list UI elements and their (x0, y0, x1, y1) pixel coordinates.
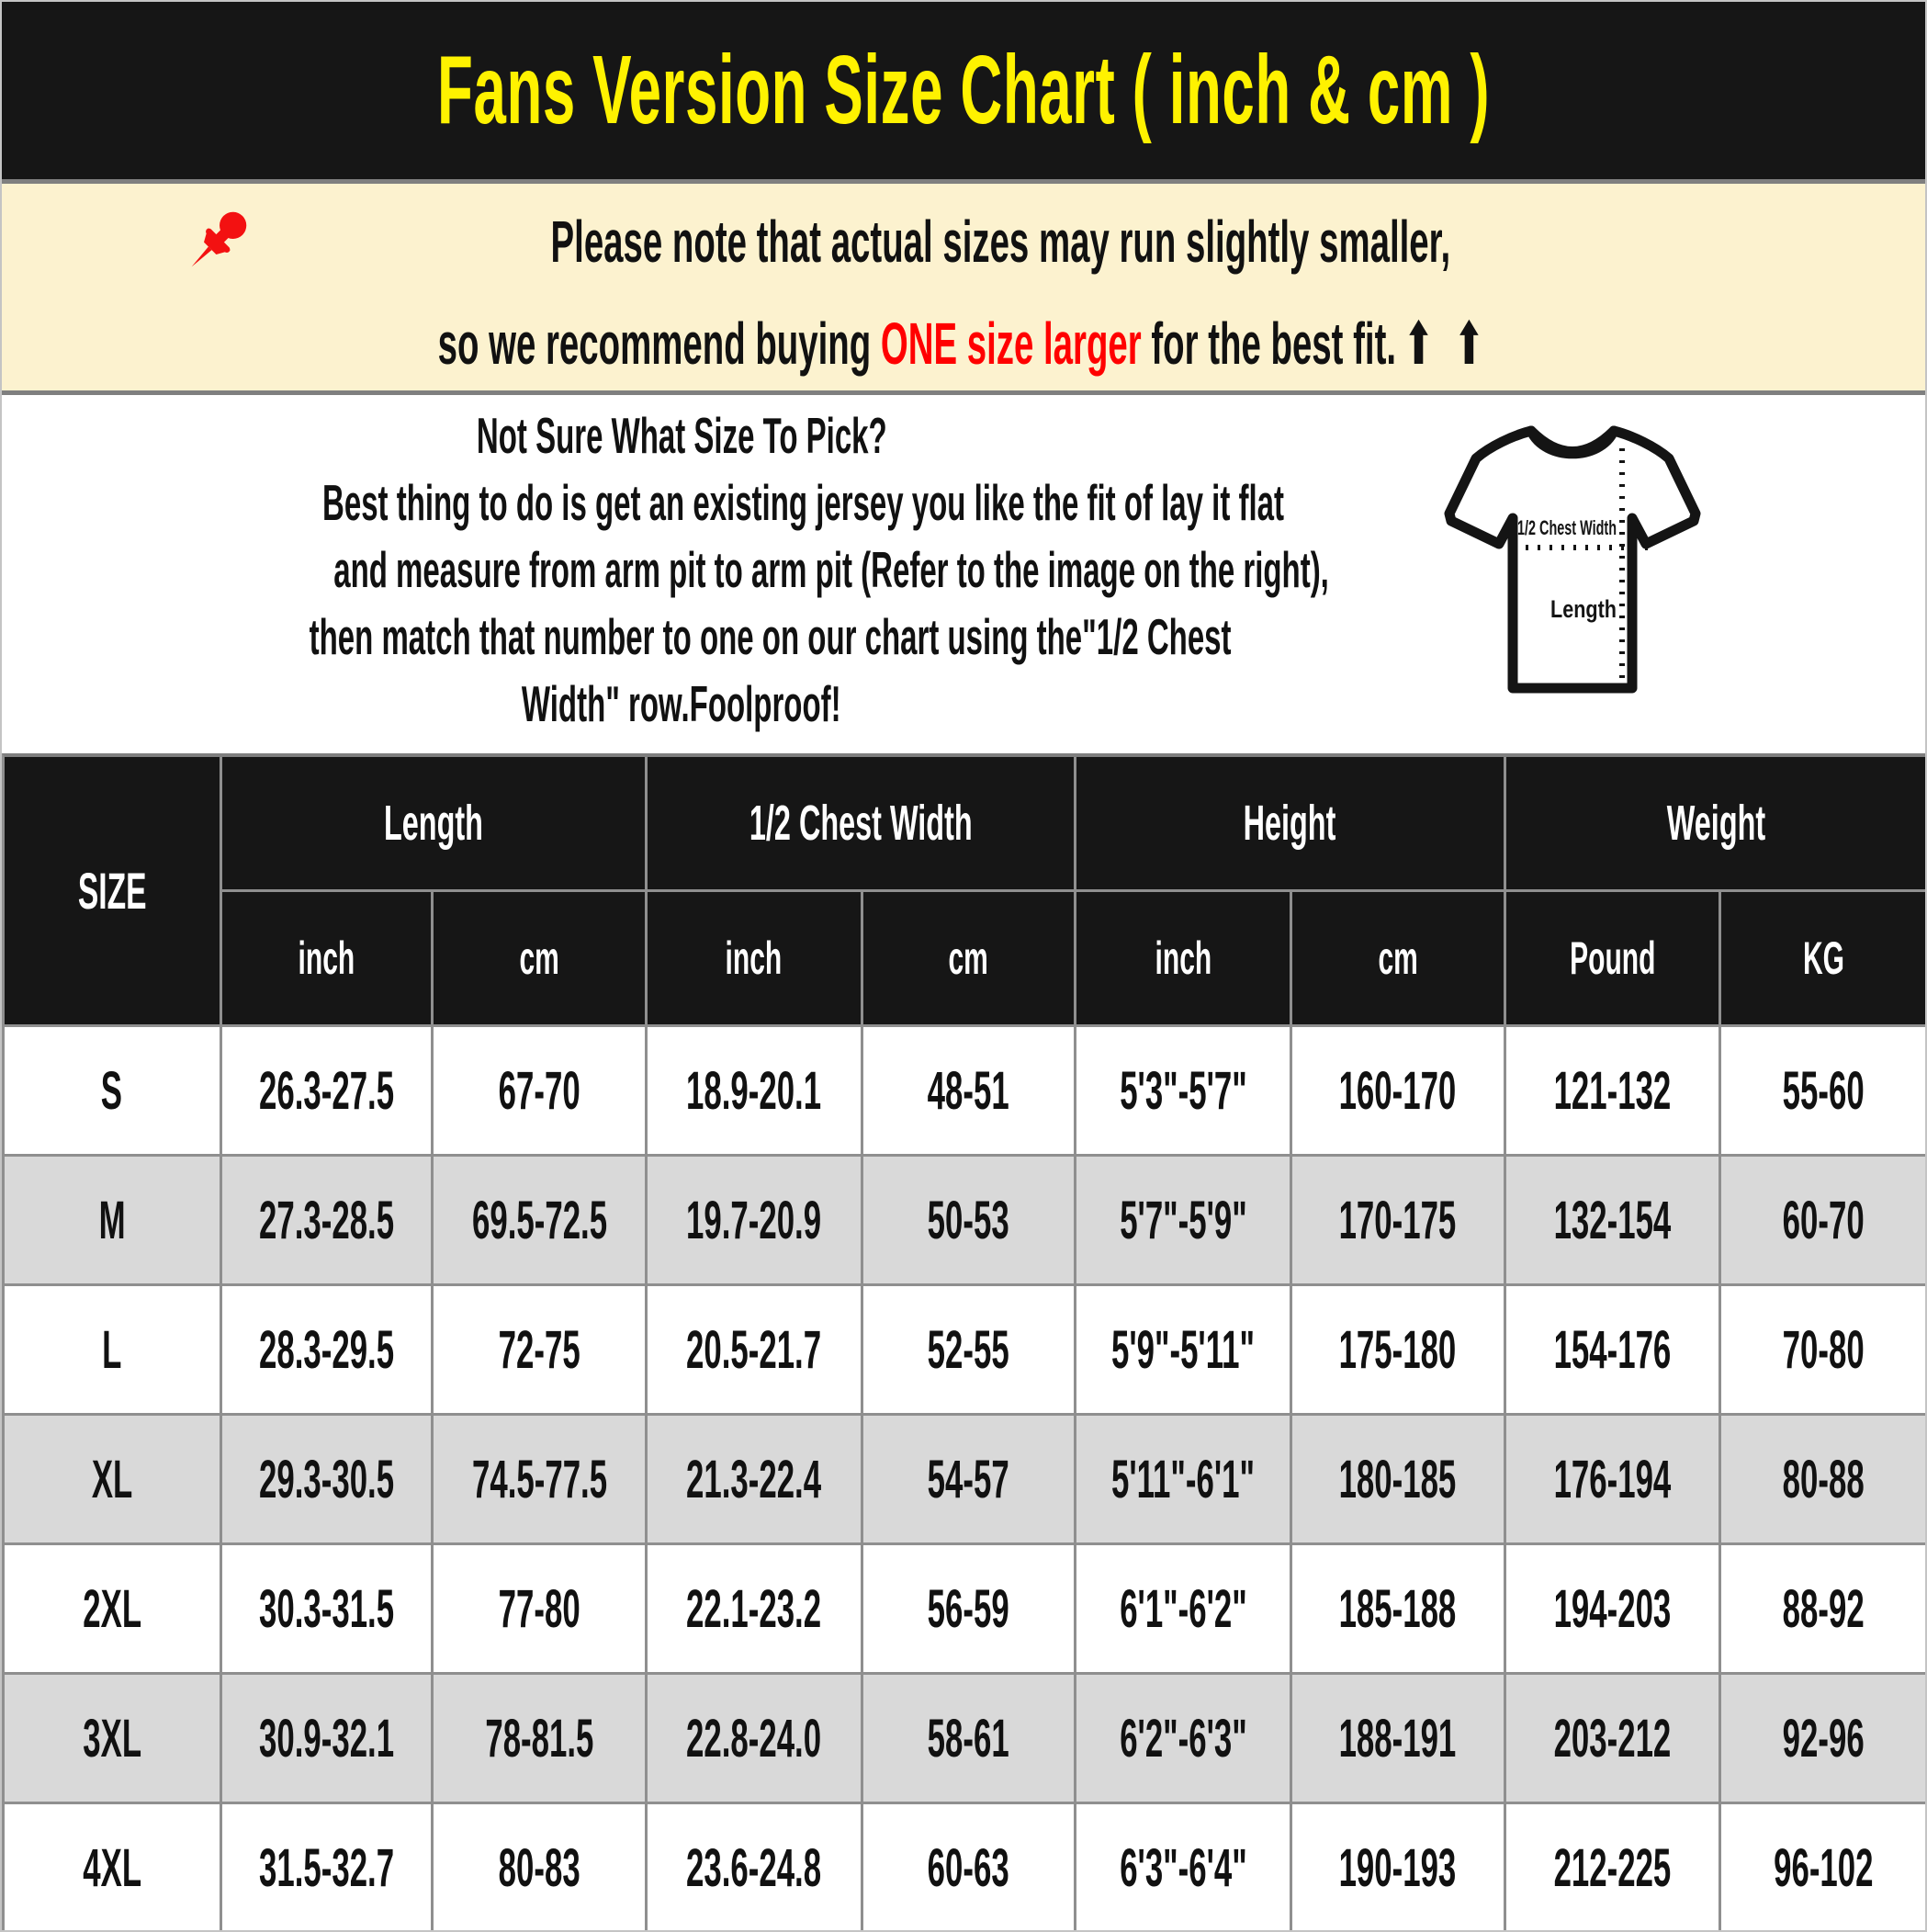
size-value-cell: 67-70 (434, 1027, 645, 1154)
guide-line: Best thing to do is get an existing jersey you like the fit of lay it flat (322, 474, 1285, 531)
size-value-cell: 31.5-32.7 (222, 1804, 432, 1931)
notice-line-1 (177, 202, 1751, 281)
size-value-cell: 92-96 (1721, 1675, 1926, 1802)
size-row-label: 4XL (5, 1804, 220, 1931)
group-header-length: Length (222, 757, 645, 889)
size-value-cell: 28.3-29.5 (222, 1286, 432, 1413)
sizing-guide-text (2, 402, 1361, 738)
size-value-cell: 50-53 (863, 1157, 1075, 1283)
subheader-weight-pound: Pound (1506, 892, 1719, 1024)
size-value-cell: 96-102 (1721, 1804, 1926, 1931)
size-table (2, 753, 1927, 1932)
size-value-cell: 80-88 (1721, 1416, 1926, 1542)
page-title: Fans Version Size Chart ( inch & cm ) (436, 36, 1491, 144)
size-value-cell: 30.9-32.1 (222, 1675, 432, 1802)
notice-line1-text: Please note that actual sizes may run slightly smaller, (550, 208, 1450, 275)
size-value-cell: 5'3"-5'7" (1076, 1027, 1290, 1154)
length-label: Length (1550, 595, 1617, 623)
size-value-cell: 48-51 (863, 1027, 1075, 1154)
size-value-cell: 60-70 (1721, 1157, 1926, 1283)
size-value-cell: 23.6-24.8 (648, 1804, 861, 1931)
pushpin-icon (177, 202, 256, 281)
size-value-cell: 212-225 (1506, 1804, 1719, 1931)
size-value-cell: 21.3-22.4 (648, 1416, 861, 1542)
size-row-label: XL (5, 1416, 220, 1542)
tshirt-outline (1449, 431, 1696, 688)
group-header-chest-width: 1/2 Chest Width (648, 757, 1074, 889)
notice-line2-prefix: so we recommend buying (437, 310, 881, 377)
size-value-cell: 160-170 (1292, 1027, 1504, 1154)
size-value-cell: 29.3-30.5 (222, 1416, 432, 1542)
size-value-cell: 185-188 (1292, 1545, 1504, 1672)
size-value-cell: 58-61 (863, 1675, 1075, 1802)
subheader-chest-inch: inch (648, 892, 861, 1024)
size-value-cell: 70-80 (1721, 1286, 1926, 1413)
size-value-cell: 18.9-20.1 (648, 1027, 861, 1154)
up-arrows: ⬆ ⬆ (1403, 310, 1490, 377)
group-header-height: Height (1076, 757, 1503, 889)
guide-line: and measure from arm pit to arm pit (Refer to the image on the right), (333, 541, 1329, 598)
size-row-label: 2XL (5, 1545, 220, 1672)
size-value-cell: 5'9"-5'11" (1076, 1286, 1290, 1413)
size-value-cell: 80-83 (434, 1804, 645, 1931)
guide-line: then match that number to one on our chart using the"1/2 Chest (309, 608, 1232, 665)
size-row-label: M (5, 1157, 220, 1283)
size-value-cell: 176-194 (1506, 1416, 1719, 1542)
size-value-cell: 55-60 (1721, 1027, 1926, 1154)
size-value-cell: 6'3"-6'4" (1076, 1804, 1290, 1931)
notice-line2-text (437, 310, 1490, 377)
subheader-length-inch: inch (222, 892, 432, 1024)
size-column-header: SIZE (5, 757, 220, 1024)
size-value-cell: 77-80 (434, 1545, 645, 1672)
size-row-label: 3XL (5, 1675, 220, 1802)
guide-heading: Not Sure What Size To Pick? (476, 407, 887, 464)
size-value-cell: 203-212 (1506, 1675, 1719, 1802)
guide-line: Width" row.Foolproof! (522, 675, 841, 732)
size-value-cell: 27.3-28.5 (222, 1157, 432, 1283)
one-size-larger-highlight: ONE size larger (880, 310, 1142, 377)
size-value-cell: 175-180 (1292, 1286, 1504, 1413)
size-value-cell: 20.5-21.7 (648, 1286, 861, 1413)
group-header-weight: Weight (1506, 757, 1926, 889)
size-value-cell: 56-59 (863, 1545, 1075, 1672)
size-value-cell: 180-185 (1292, 1416, 1504, 1542)
size-value-cell: 72-75 (434, 1286, 645, 1413)
size-row-label: L (5, 1286, 220, 1413)
size-value-cell: 154-176 (1506, 1286, 1719, 1413)
notice-line-2 (87, 310, 1840, 377)
subheader-height-cm: cm (1292, 892, 1504, 1024)
size-value-cell: 22.8-24.0 (648, 1675, 861, 1802)
size-value-cell: 5'7"-5'9" (1076, 1157, 1290, 1283)
notice-line2-suffix: for the best fit. (1141, 310, 1396, 377)
tshirt-measurement-diagram (1437, 408, 1712, 725)
notice-banner (2, 184, 1925, 390)
size-value-cell: 190-193 (1292, 1804, 1504, 1931)
size-value-cell: 26.3-27.5 (222, 1027, 432, 1154)
size-value-cell: 54-57 (863, 1416, 1075, 1542)
size-value-cell: 194-203 (1506, 1545, 1719, 1672)
title-bar (2, 2, 1925, 179)
chest-width-label: 1/2 Chest Width (1517, 516, 1617, 539)
size-value-cell: 132-154 (1506, 1157, 1719, 1283)
subheader-chest-cm: cm (863, 892, 1075, 1024)
size-value-cell: 6'1"-6'2" (1076, 1545, 1290, 1672)
size-value-cell: 69.5-72.5 (434, 1157, 645, 1283)
size-value-cell: 78-81.5 (434, 1675, 645, 1802)
size-value-cell: 121-132 (1506, 1027, 1719, 1154)
size-value-cell: 74.5-77.5 (434, 1416, 645, 1542)
size-value-cell: 188-191 (1292, 1675, 1504, 1802)
size-value-cell: 88-92 (1721, 1545, 1926, 1672)
size-value-cell: 170-175 (1292, 1157, 1504, 1283)
subheader-length-cm: cm (434, 892, 645, 1024)
size-value-cell: 5'11"-6'1" (1076, 1416, 1290, 1542)
size-value-cell: 60-63 (863, 1804, 1075, 1931)
size-value-cell: 22.1-23.2 (648, 1545, 861, 1672)
subheader-weight-kg: KG (1721, 892, 1926, 1024)
size-value-cell: 52-55 (863, 1286, 1075, 1413)
subheader-height-inch: inch (1076, 892, 1290, 1024)
size-value-cell: 6'2"-6'3" (1076, 1675, 1290, 1802)
size-row-label: S (5, 1027, 220, 1154)
size-value-cell: 19.7-20.9 (648, 1157, 861, 1283)
size-value-cell: 30.3-31.5 (222, 1545, 432, 1672)
sizing-guide-section (2, 395, 1925, 753)
